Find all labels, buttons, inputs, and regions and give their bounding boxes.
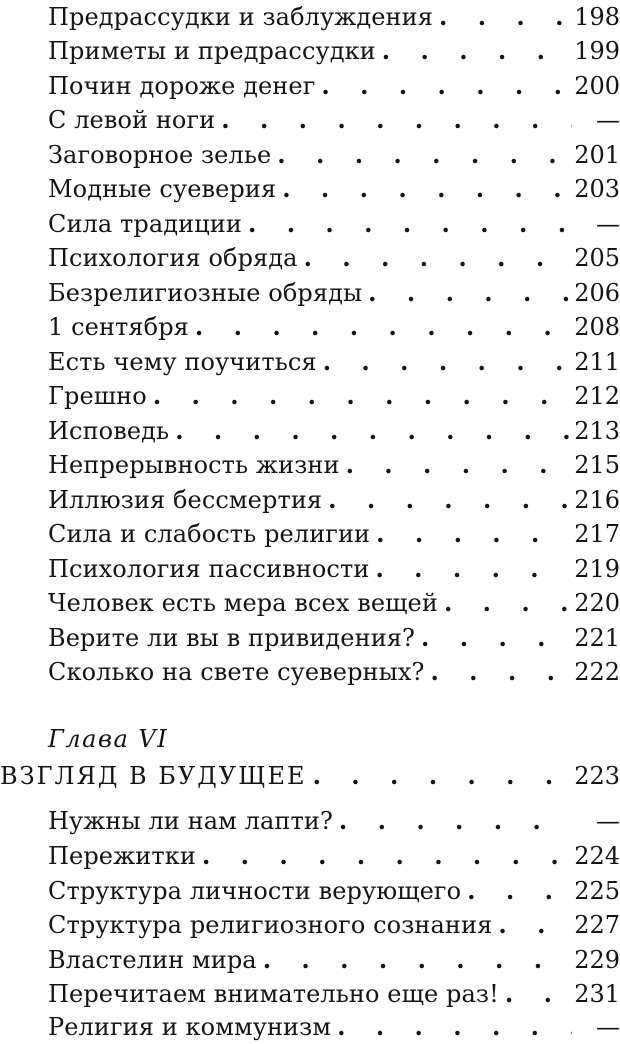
toc-entry [48, 910, 620, 940]
dot-leader [444, 588, 570, 618]
toc-entry-page: 223 [574, 762, 620, 790]
toc-entry [48, 243, 620, 273]
dot-leader [221, 105, 572, 135]
toc-entry-title: Структура религиозного сознания [48, 911, 493, 939]
toc-entry-page: 199 [574, 37, 620, 65]
toc-entry-page: — [596, 210, 620, 238]
dot-leader [421, 623, 570, 653]
toc-entry [48, 36, 620, 66]
toc-entry-page: 206 [574, 279, 620, 307]
dot-leader [323, 347, 571, 377]
dot-leader [346, 450, 571, 480]
toc-entry-title: Сила и слабость религии [48, 520, 371, 548]
toc-entry-title: Психология пассивности [48, 555, 370, 583]
toc-entry [48, 71, 620, 101]
toc-entry-page: 215 [574, 451, 620, 479]
toc-entry-title: Религия и коммунизм [48, 1013, 332, 1041]
chapter-title-entry [0, 761, 620, 791]
toc-entry-page: — [596, 807, 620, 835]
toc-entry [48, 945, 620, 975]
toc-entry-page: 213 [574, 417, 620, 445]
toc-entry-title: Иллюзия бессмертия [48, 486, 323, 514]
toc-entry-title: Есть чему поучиться [48, 348, 317, 376]
toc-entry-page: 231 [574, 980, 620, 1008]
toc-entry-title: Безрелигиозные обряды [48, 279, 363, 307]
toc-entry-title: Приметы и предрассудки [48, 37, 376, 65]
toc-entry-page: 227 [574, 911, 620, 939]
toc-entry [48, 174, 620, 204]
toc-entry-title: Властелин мира [48, 946, 257, 974]
toc-entry [48, 806, 620, 836]
toc-entry-title: Грешно [48, 382, 147, 410]
toc-entry-title: Сила традиции [48, 210, 242, 238]
toc-entry-page: 222 [574, 658, 620, 686]
dot-leader [328, 485, 570, 515]
dot-leader [337, 1012, 572, 1042]
toc-entry-title: Сколько на свете суеверных? [48, 658, 425, 686]
toc-entry-title: Нужны ли нам лапти? [48, 807, 333, 835]
toc-entry-page: 229 [574, 946, 620, 974]
dot-leader [321, 71, 570, 101]
toc-entry-title: Предрассудки и заблуждения [48, 3, 433, 31]
toc-entry [48, 841, 620, 871]
toc-entry [48, 623, 620, 653]
toc-entry [48, 105, 620, 135]
toc-entry [48, 140, 620, 170]
toc-entry [48, 278, 620, 308]
toc-entry-page: — [596, 1013, 620, 1041]
toc-entry-page: 221 [574, 624, 620, 652]
dot-leader [467, 876, 570, 906]
toc-entry-title: Почин дороже денег [48, 72, 316, 100]
toc-entry [48, 485, 620, 515]
toc-entry-title: 1 сентября [48, 313, 189, 341]
dot-leader [339, 806, 572, 836]
toc-entry [48, 519, 620, 549]
toc-entry-title: С левой ноги [48, 106, 216, 134]
toc-entry-page: 200 [574, 72, 620, 100]
toc-entry [48, 347, 620, 377]
dot-leader [382, 36, 570, 66]
dot-leader [175, 416, 570, 446]
toc-entry-title: Человек есть мера всех вещей [48, 589, 438, 617]
toc-entry-title: Исповедь [48, 417, 170, 445]
dot-leader [195, 312, 570, 342]
dot-leader [375, 554, 570, 584]
toc-entry-page: 216 [574, 486, 620, 514]
toc-entry-title: Модные суеверия [48, 175, 277, 203]
dot-leader [202, 841, 570, 871]
dot-leader [248, 209, 572, 239]
toc-entry [48, 2, 620, 32]
toc-entry [48, 381, 620, 411]
dot-leader [282, 174, 570, 204]
dot-leader [430, 657, 570, 687]
toc-entry-page: 219 [574, 555, 620, 583]
toc-entry-page: 217 [574, 520, 620, 548]
dot-leader [505, 979, 570, 1009]
toc-entry-title: Психология обряда [48, 244, 298, 272]
toc-entry-page: 201 [574, 141, 620, 169]
dot-leader [368, 278, 570, 308]
toc-entry-page: 208 [574, 313, 620, 341]
dot-leader [153, 381, 570, 411]
toc-entry [48, 588, 620, 618]
toc-entry-page: 211 [574, 348, 620, 376]
toc-entry-title: Заговорное зелье [48, 141, 272, 169]
toc-entry-title: Структура личности верующего [48, 877, 462, 905]
dot-leader [313, 761, 571, 791]
toc-entry [48, 209, 620, 239]
toc-entry-title: Перечитаем внимательно еще раз! [48, 980, 499, 1008]
toc-entry-title: Непрерывность жизни [48, 451, 340, 479]
toc-entry-page: 220 [574, 589, 620, 617]
toc-entry-page: 224 [574, 842, 620, 870]
toc-entry-page: 212 [574, 382, 620, 410]
toc-entry [48, 312, 620, 342]
dot-leader [263, 945, 570, 975]
toc-entry [48, 979, 620, 1009]
toc-entry-page: — [596, 106, 620, 134]
dot-leader [376, 519, 570, 549]
toc-entry [48, 554, 620, 584]
dot-leader [498, 910, 570, 940]
toc-entry [48, 876, 620, 906]
toc-entry-title: Пережитки [48, 842, 196, 870]
toc-entry-title: Верите ли вы в привидения? [48, 624, 416, 652]
toc-entry-page: 225 [574, 877, 620, 905]
dot-leader [439, 2, 570, 32]
toc-entry [48, 657, 620, 687]
dot-leader [304, 243, 571, 273]
toc-entry-page: 205 [574, 244, 620, 272]
chapter-heading: Глава VI [48, 725, 169, 753]
toc-entry [48, 450, 620, 480]
chapter-title: ВЗГЛЯД В БУДУЩЕЕ [0, 762, 307, 790]
toc-entry [48, 416, 620, 446]
toc-entry-page: 198 [574, 3, 620, 31]
dot-leader [277, 140, 570, 170]
toc-entry [48, 1012, 620, 1042]
toc-entry-page: 203 [574, 175, 620, 203]
